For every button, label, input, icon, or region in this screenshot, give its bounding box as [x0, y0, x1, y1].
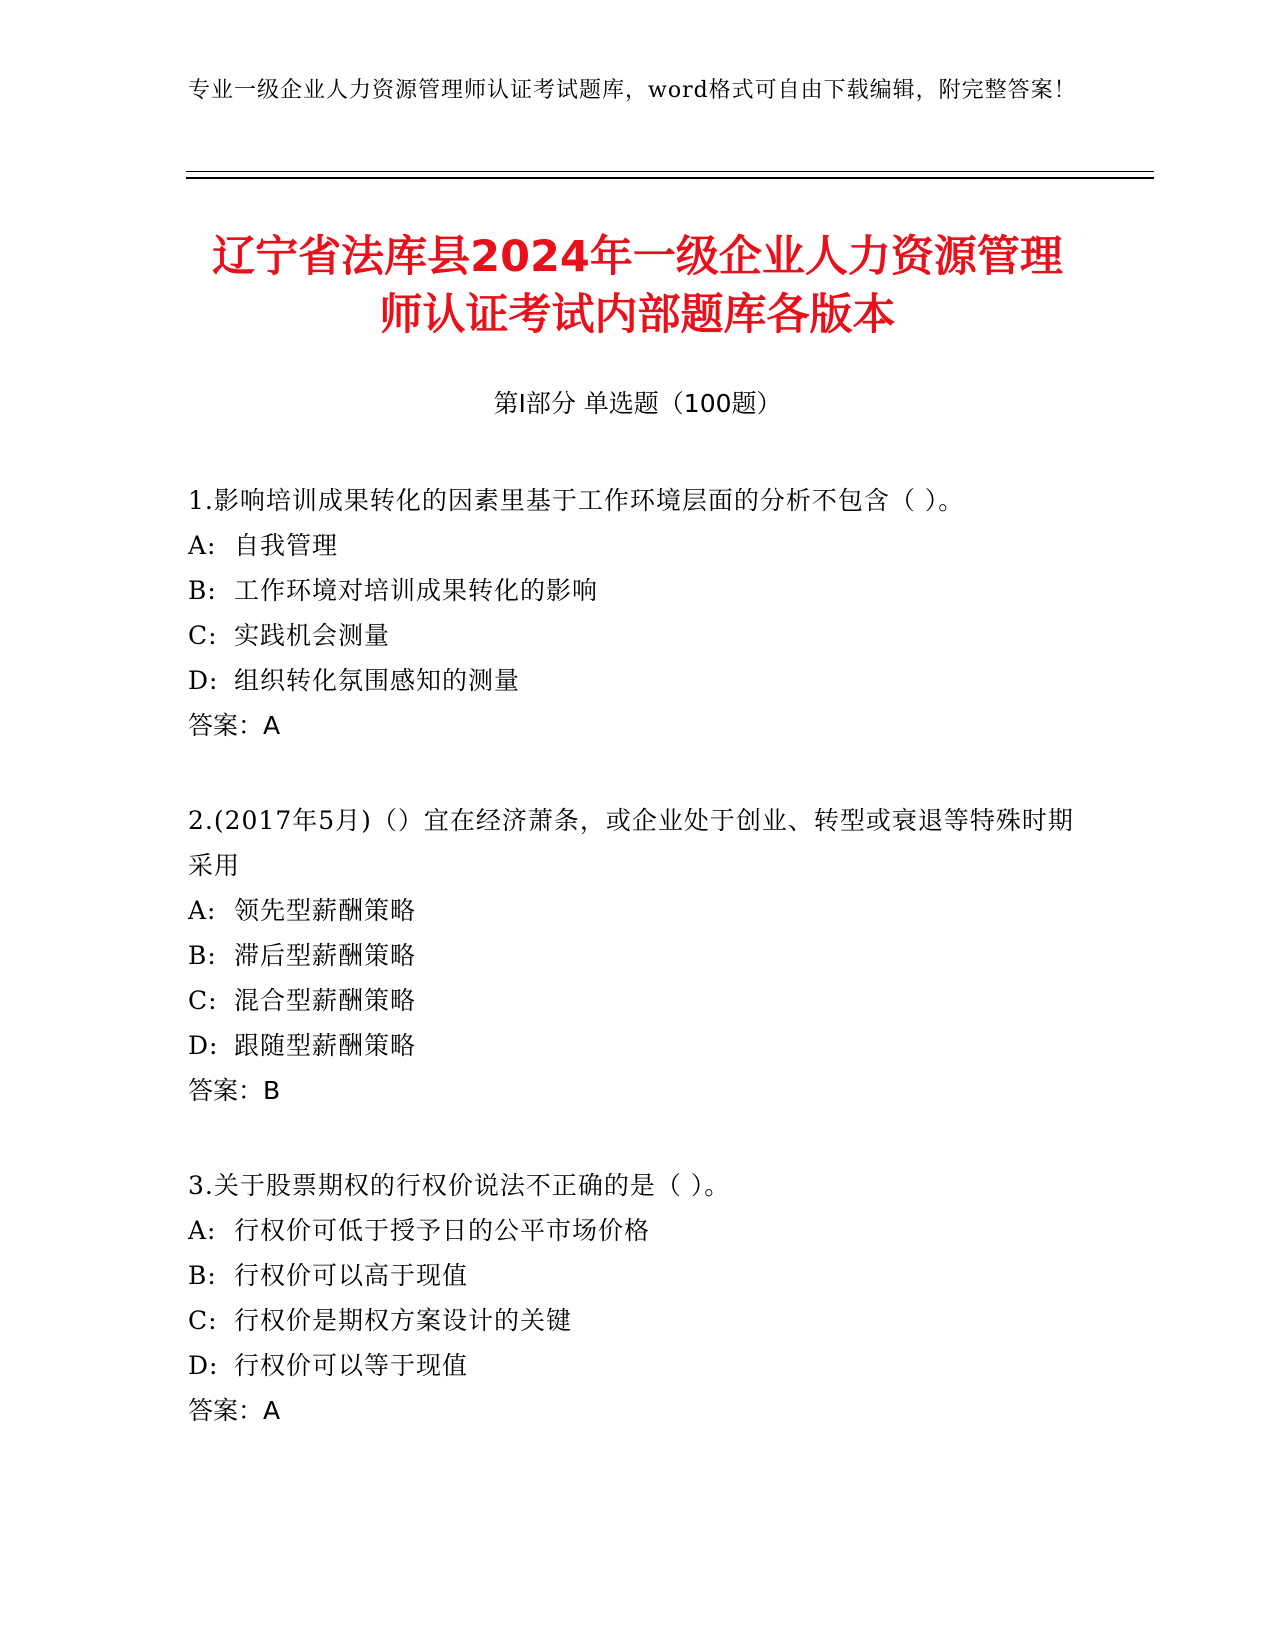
option-letter: B: — [188, 576, 217, 605]
option-text: 滞后型薪酬策略 — [234, 941, 417, 970]
option-letter: A: — [188, 896, 217, 925]
option-text: 工作环境对培训成果转化的影响 — [234, 576, 599, 605]
option-a — [188, 1208, 1078, 1253]
option-letter: B: — [188, 1261, 217, 1290]
option-d — [188, 1343, 1078, 1388]
title-line-2: 师认证考试内部题库各版本 — [379, 290, 896, 340]
option-text: 实践机会测量 — [234, 621, 391, 650]
option-b — [188, 933, 1078, 978]
option-text: 跟随型薪酬策略 — [234, 1031, 417, 1060]
option-text: 行权价可以高于现值 — [234, 1261, 469, 1290]
option-text: 组织转化氛围感知的测量 — [234, 666, 521, 695]
document-title — [0, 228, 1275, 344]
option-letter: C: — [188, 621, 218, 650]
question-list — [188, 478, 1078, 1483]
option-text: 行权价可以等于现值 — [234, 1351, 469, 1380]
question-3 — [188, 1163, 1078, 1433]
option-a — [188, 888, 1078, 933]
option-letter: D: — [188, 666, 219, 695]
option-d — [188, 658, 1078, 703]
header-rule-thick — [186, 177, 1154, 179]
header-rule-thin — [186, 171, 1154, 172]
header-note: 专业一级企业人力资源管理师认证考试题库，word格式可自由下载编辑，附完整答案！ — [188, 78, 1077, 103]
option-c — [188, 978, 1078, 1023]
option-letter: D: — [188, 1351, 219, 1380]
option-letter: C: — [188, 986, 218, 1015]
option-a — [188, 523, 1078, 568]
question-stem: 1.影响培训成果转化的因素里基于工作环境层面的分析不包含（ ）。 — [188, 486, 965, 515]
question-1 — [188, 478, 1078, 748]
option-letter: C: — [188, 1306, 218, 1335]
option-d — [188, 1023, 1078, 1068]
question-2 — [188, 798, 1078, 1113]
option-b — [188, 568, 1078, 613]
option-text: 自我管理 — [234, 531, 339, 560]
question-stem: 2.(2017年5月)（）宜在经济萧条，或企业处于创业、转型或衰退等特殊时期采用 — [188, 806, 1074, 880]
option-text: 领先型薪酬策略 — [234, 896, 417, 925]
option-b — [188, 1253, 1078, 1298]
option-letter: A: — [188, 531, 217, 560]
answer-line: 答案：A — [188, 1396, 281, 1425]
option-text: 行权价是期权方案设计的关键 — [234, 1306, 573, 1335]
question-stem: 3.关于股票期权的行权价说法不正确的是（ ）。 — [188, 1171, 731, 1200]
option-letter: D: — [188, 1031, 219, 1060]
section-heading: 第Ⅰ部分 单选题（100题） — [493, 389, 782, 418]
option-letter: A: — [188, 1216, 217, 1245]
option-text: 混合型薪酬策略 — [234, 986, 417, 1015]
answer-line: 答案：A — [188, 711, 281, 740]
option-c — [188, 613, 1078, 658]
option-c — [188, 1298, 1078, 1343]
title-line-1: 辽宁省法库县2024年一级企业人力资源管理 — [212, 232, 1063, 282]
answer-line: 答案：B — [188, 1076, 281, 1105]
option-letter: B: — [188, 941, 217, 970]
option-text: 行权价可低于授予日的公平市场价格 — [234, 1216, 651, 1245]
